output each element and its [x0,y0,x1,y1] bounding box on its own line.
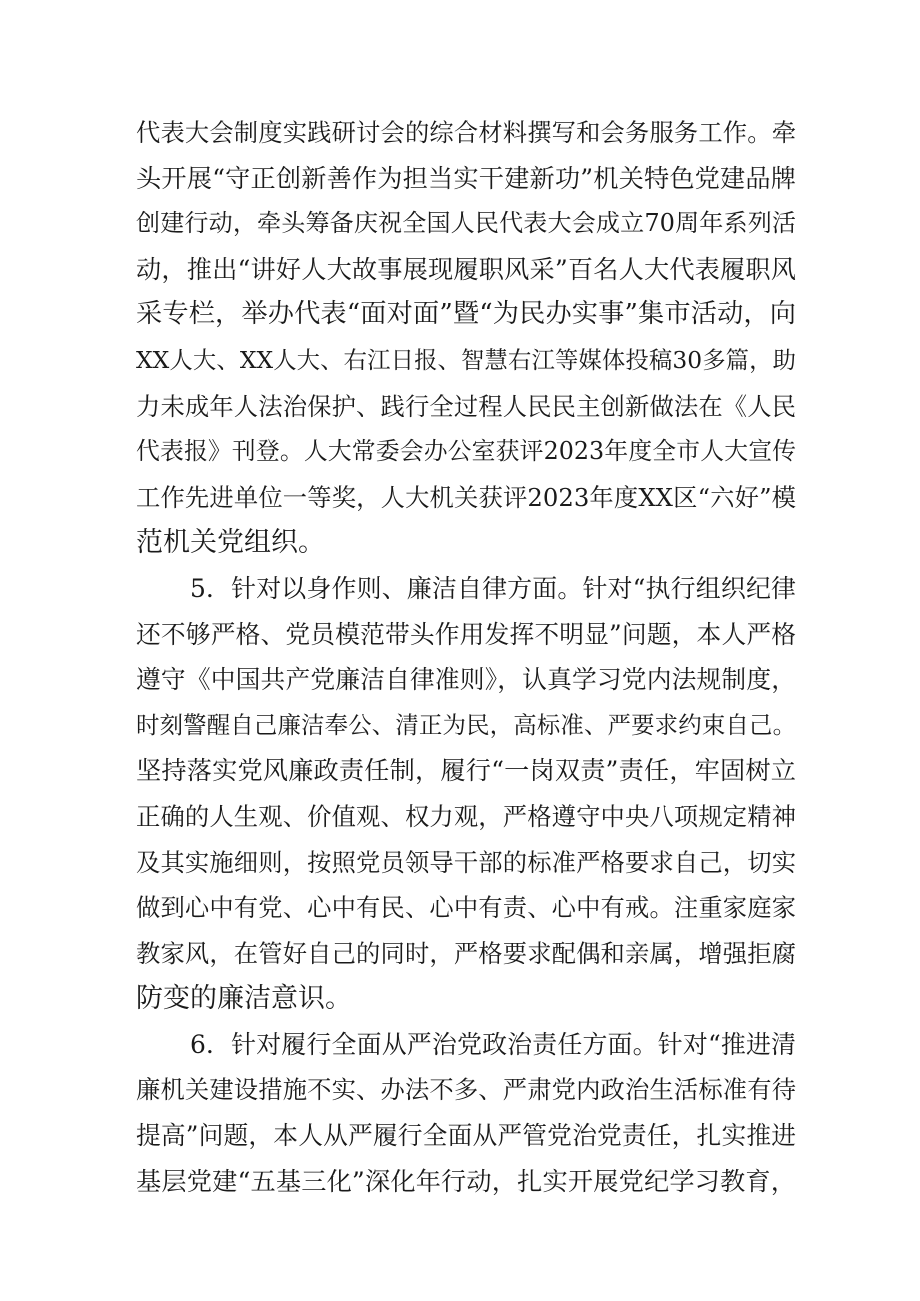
text-line: 代表报》刊登。人大常委会办公室获评2023年度全市人大宣传 [136,437,796,466]
text-line: 范机关党组织。 [136,527,325,559]
text-line: 还不够严格、党员模范带头作用发挥不明显”问题，本人严格 [136,619,796,649]
text-line: 基层党建“五基三化”深化年行动，扎实开展党纪学习教育， [136,1166,796,1196]
text-line: 廉机关建设措施不实、办法不多、严肃党内政治生活标准有待 [136,1075,796,1105]
text-line: 力未成年人法治保护、践行全过程人民民主创新做法在《人民 [136,391,796,421]
text-line: 代表大会制度实践研讨会的综合材料撰写和会务服务工作。牵 [136,118,796,147]
text-line: 时刻警醒自己廉洁奉公、清正为民，高标准、严要求约束自己。 [136,710,796,739]
text-line: XX人大、XX人大、右江日报、智慧右江等媒体投稿30多篇，助 [136,345,796,374]
text-line: 头开展“守正创新善作为担当实干建新功”机关特色党建品牌 [136,163,796,193]
text-line: 做到心中有党、心中有民、心中有责、心中有戒。注重家庭家 [136,893,796,923]
text-line: 教家风，在管好自己的同时，严格要求配偶和亲属，增强拒腐 [136,938,796,968]
text-line: 坚持落实党风廉政责任制，履行“一岗双责”责任，牢固树立 [136,756,796,786]
text-line: 工作先进单位一等奖，人大机关获评2023年度XX区“六好”模 [136,482,796,512]
text-line: 遵守《中国共产党廉洁自律准则》，认真学习党内法规制度， [136,665,796,695]
text-line: 6．针对履行全面从严治党政治责任方面。针对“推进清 [190,1029,796,1059]
text-line: 采专栏，举办代表“面对面”暨“为民办实事”集市活动，向 [136,299,796,330]
text-line: 防变的廉洁意识。 [136,983,352,1015]
text-line: 正确的人生观、价值观、权力观，严格遵守中央八项规定精神 [136,801,796,831]
text-line: 提高”问题，本人从严履行全面从严管党治党责任，扎实推进 [136,1121,796,1151]
text-line: 创建行动，牵头筹备庆祝全国人民代表大会成立70周年系列活 [136,209,796,238]
text-line: 及其实施细则，按照党员领导干部的标准严格要求自己，切实 [136,847,796,877]
text-line: 5．针对以身作则、廉洁自律方面。针对“执行组织纪律 [190,573,796,603]
text-line: 动，推出“讲好人大故事展现履职风采”百名人大代表履职风 [136,254,796,284]
body-text [136,110,796,1204]
